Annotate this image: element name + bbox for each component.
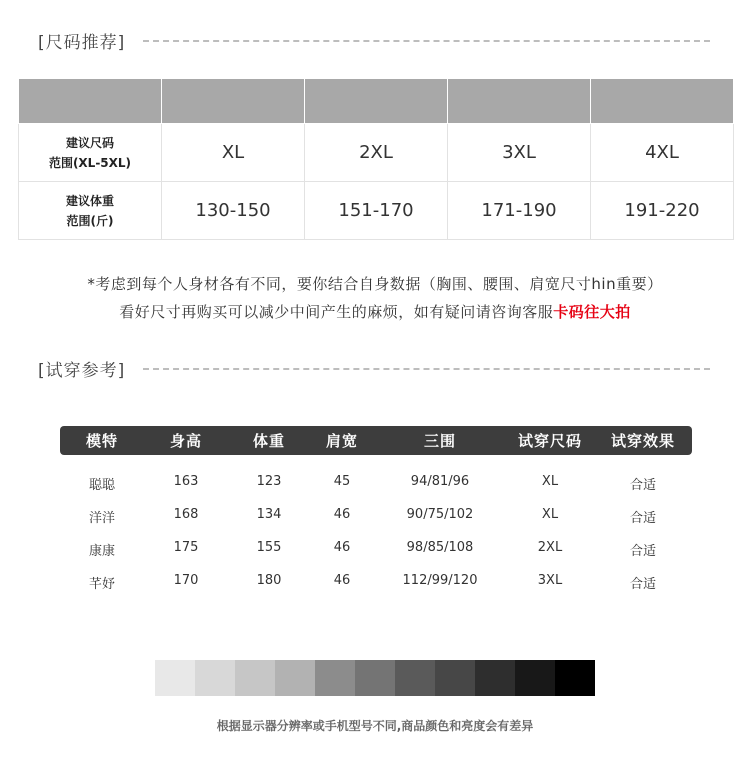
- cell-try-size: XL: [541, 474, 559, 489]
- weight-row-label: [19, 182, 162, 240]
- weight-label-line2: 范围(斤): [66, 213, 114, 228]
- gray-swatch: [515, 660, 555, 696]
- gray-swatch: [435, 660, 475, 696]
- note-highlight: 卡码往大拍: [553, 303, 631, 321]
- size-table-header-row: [19, 79, 734, 124]
- weight-cell: 151-170: [305, 182, 448, 240]
- cell-model: 芊妤: [88, 577, 115, 592]
- cell-model: 洋洋: [88, 511, 115, 526]
- cell-shoulder: 46: [333, 507, 351, 522]
- gray-swatch: [555, 660, 595, 696]
- col-header-fit: 试穿效果: [610, 432, 675, 450]
- col-header-shoulder: 肩宽: [325, 432, 358, 450]
- color-disclaimer: 根据显示器分辨率或手机型号不同,商品颜色和亮度会有差异: [216, 719, 534, 733]
- cell-fit: 合适: [629, 577, 656, 592]
- cell-weight: 155: [256, 540, 282, 555]
- weight-cell: 130-150: [162, 182, 305, 240]
- size-section-header: [38, 28, 710, 53]
- cell-weight: 180: [256, 573, 282, 588]
- header-cell: [448, 79, 591, 124]
- try-section-header: [38, 356, 710, 381]
- weight-cell: 171-190: [448, 182, 591, 240]
- table-row: [60, 540, 692, 559]
- cell-try-size: 3XL: [537, 573, 563, 588]
- header-cell: [162, 79, 305, 124]
- gray-swatch: [195, 660, 235, 696]
- cell-shoulder: 46: [333, 573, 351, 588]
- cell-fit: 合适: [629, 544, 656, 559]
- size-cell: 2XL: [305, 124, 448, 182]
- cell-height: 163: [173, 474, 199, 489]
- size-note-line1: *考虑到每个人身材各有不同，要你结合自身数据（胸围、腰围、肩宽尺寸hin重要）: [87, 275, 663, 293]
- gray-swatch: [475, 660, 515, 696]
- col-header-model: 模特: [85, 432, 118, 450]
- gray-swatch: [235, 660, 275, 696]
- dashed-divider: [143, 368, 710, 370]
- cell-height: 170: [173, 573, 199, 588]
- col-header-height: 身高: [169, 432, 202, 450]
- grayscale-swatch-bar: [155, 660, 595, 696]
- col-header-measurements: 三围: [423, 432, 456, 450]
- size-cell: 3XL: [448, 124, 591, 182]
- cell-try-size: XL: [541, 507, 559, 522]
- cell-weight: 134: [256, 507, 282, 522]
- size-row: [19, 124, 734, 182]
- table-row: [60, 474, 692, 493]
- weight-label-line1: 建议体重: [65, 193, 114, 208]
- size-row-label: [19, 124, 162, 182]
- header-cell: [19, 79, 162, 124]
- header-cell: [591, 79, 734, 124]
- header-cell: [305, 79, 448, 124]
- cell-fit: 合适: [629, 478, 656, 493]
- cell-shoulder: 45: [333, 474, 351, 489]
- col-header-try-size: 试穿尺码: [517, 432, 582, 450]
- size-label-line1: 建议尺码: [65, 135, 114, 150]
- gray-swatch: [355, 660, 395, 696]
- cell-try-size: 2XL: [537, 540, 563, 555]
- size-label-line2: 范围(XL-5XL): [48, 155, 132, 170]
- cell-model: 康康: [88, 544, 115, 559]
- gray-swatch: [395, 660, 435, 696]
- gray-swatch: [275, 660, 315, 696]
- cell-model: 聪聪: [88, 478, 115, 493]
- gray-swatch: [315, 660, 355, 696]
- cell-weight: 123: [256, 474, 282, 489]
- cell-shoulder: 46: [333, 540, 351, 555]
- size-recommendation-table: [18, 78, 734, 240]
- cell-measurements: 98/85/108: [406, 540, 474, 555]
- weight-cell: 191-220: [591, 182, 734, 240]
- size-cell: XL: [162, 124, 305, 182]
- dashed-divider: [143, 40, 710, 42]
- cell-height: 175: [173, 540, 199, 555]
- cell-measurements: 90/75/102: [406, 507, 474, 522]
- cell-measurements: 112/99/120: [402, 573, 478, 588]
- gray-swatch: [155, 660, 195, 696]
- col-header-weight: 体重: [252, 432, 285, 450]
- table-row: [60, 507, 692, 526]
- table-row: [60, 573, 692, 592]
- size-section-title: [尺码推荐]: [38, 33, 126, 53]
- note-text: 看好尺寸再购买可以减少中间产生的麻烦，如有疑问请咨询客服: [119, 303, 554, 321]
- try-table-header: [60, 426, 692, 455]
- cell-measurements: 94/81/96: [410, 474, 470, 489]
- size-note-line2: [0, 301, 750, 322]
- cell-fit: 合适: [629, 511, 656, 526]
- try-section-title: [试穿参考]: [38, 361, 126, 381]
- size-cell: 4XL: [591, 124, 734, 182]
- weight-row: [19, 182, 734, 240]
- cell-height: 168: [173, 507, 199, 522]
